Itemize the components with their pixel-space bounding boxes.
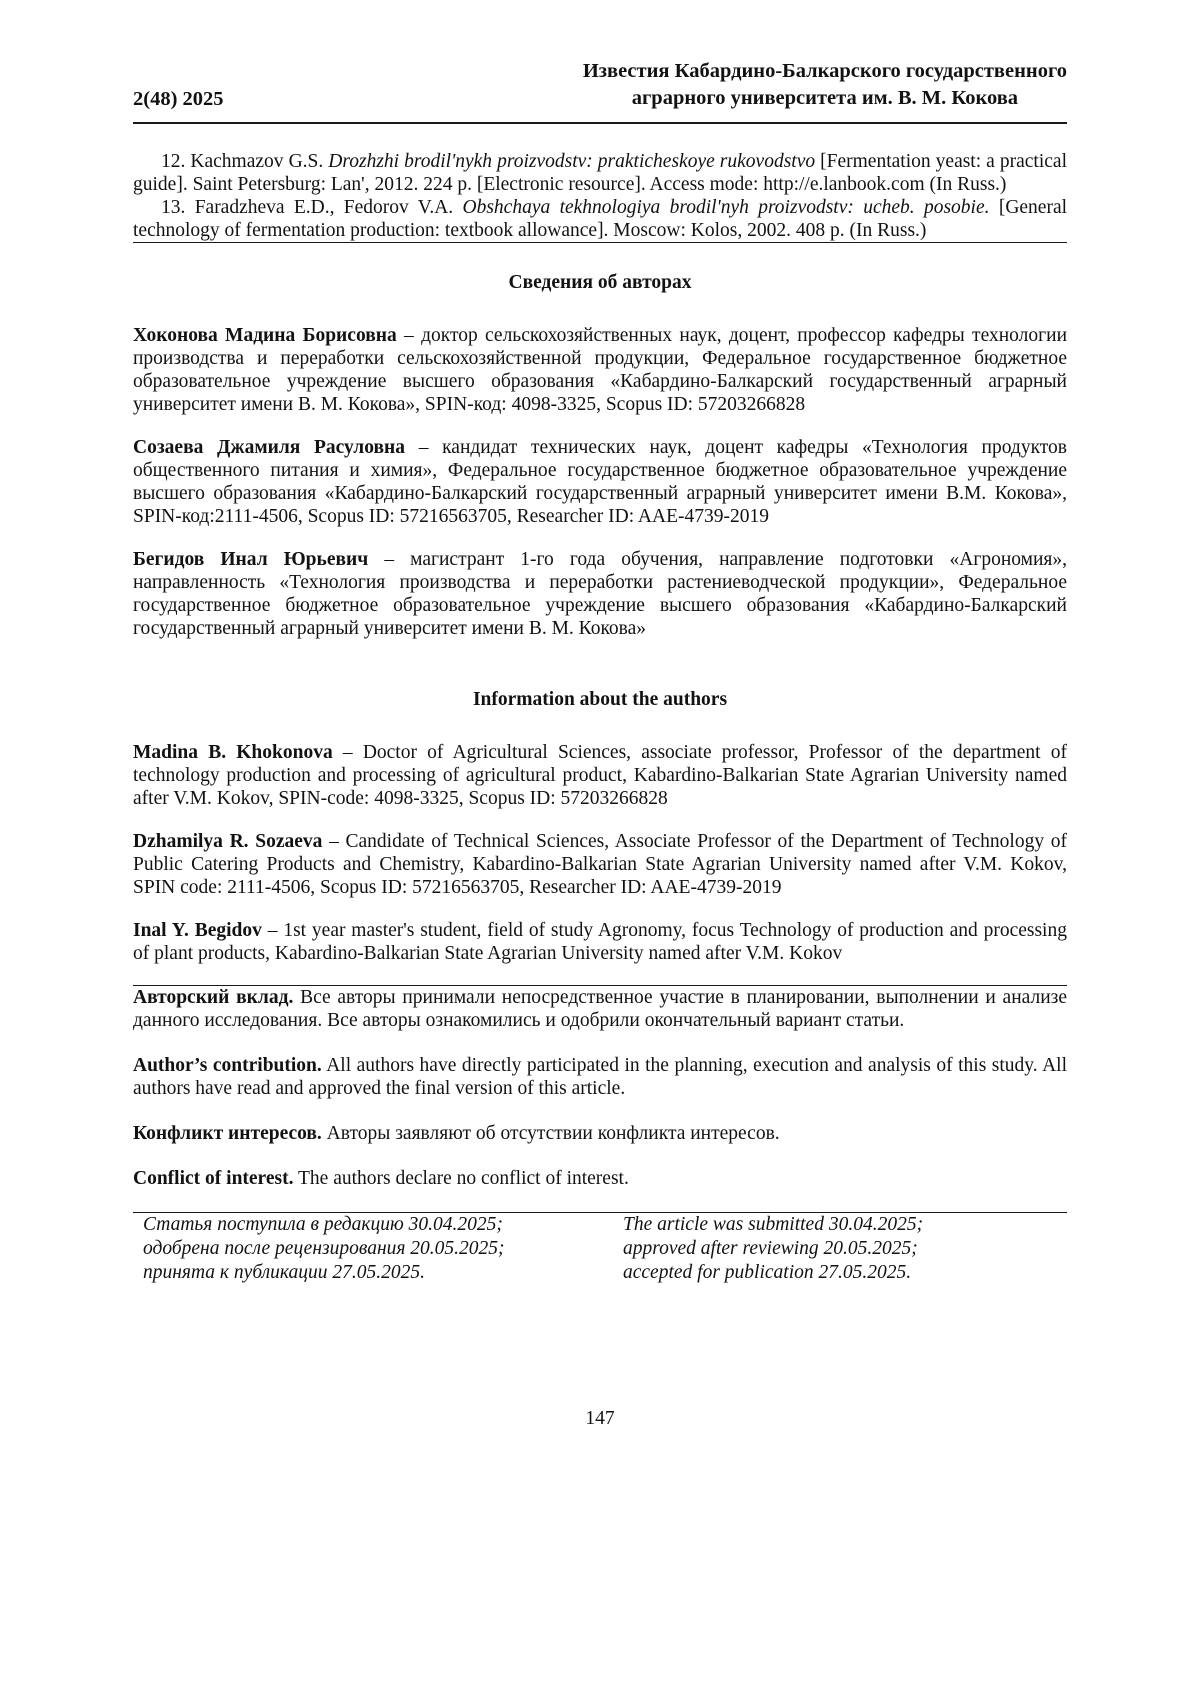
reference-12-tail: [Fermentation yeast: a practical guide]. Saint Petersburg: Lan', 2012. 224 p. [Electronic resource]. Access mode: http://e.lanbook.com (In Russ.) xyxy=(133,151,1067,195)
page-number: 147 xyxy=(585,1408,615,1429)
conflict-of-interest-ru-text: Авторы заявляют об отсутствии конфликта интересов. xyxy=(326,1123,780,1144)
conflict-of-interest-en xyxy=(133,1167,1067,1190)
submission-dates-ru xyxy=(133,1213,623,1285)
conflict-of-interest-ru xyxy=(133,1122,1067,1145)
reference-12-lead: 12. Kachmazov G.S. xyxy=(161,151,324,172)
author-text-en-1: – Doctor of Agricultural Sciences, associate professor, Professor of the department of technology production and processing of agricultural product, Kabardino-Balkarian State Agrarian University named after V.M. Kokov, SPIN-code: 4098-3325, Scopus ID: 57203266828 xyxy=(133,742,1068,809)
author-entry-ru-3 xyxy=(133,548,1067,640)
reference-12-title: Drozhzhi brodil'nykh proizvodstv: prakticheskoye rukovodstvo xyxy=(328,151,816,172)
author-contribution-ru xyxy=(133,986,1067,1032)
author-contribution-ru-text: Все авторы принимали непосредственное участие в планировании, выполнении и анализе данного исследования. Все авторы ознакомились и одобрили окончательный вариант статьи. xyxy=(133,987,1067,1031)
author-name-ru-1: Хоконова Мадина Борисовна xyxy=(133,325,397,346)
authors-ru-heading: Сведения об авторах xyxy=(508,272,692,293)
submission-en-line2: approved after reviewing 20.05.2025; xyxy=(623,1238,918,1259)
issue-number: 2(48) 2025 xyxy=(133,88,224,110)
submission-en-line3: accepted for publication 27.05.2025. xyxy=(623,1262,912,1283)
page-header xyxy=(133,58,1067,124)
reference-13-tail: [General technology of fermentation production: textbook allowance]. Moscow: Kolos, 2002. 408 p. (In Russ.) xyxy=(133,197,1068,241)
journal-title-line2: аграрного университета им. В. М. Кокова xyxy=(631,87,1019,109)
reference-13-title: Obshchaya tekhnologiya brodil'nyh proizvodstv: ucheb. posobie. xyxy=(462,197,990,218)
conflict-of-interest-en-text: The authors declare no conflict of interest. xyxy=(298,1168,629,1189)
author-entry-ru-2 xyxy=(133,436,1067,528)
author-name-ru-2: Созаева Джамиля Расуловна xyxy=(133,437,406,458)
author-entry-en-2 xyxy=(133,830,1067,899)
author-text-ru-3: – магистрант 1-го года обучения, направление подготовки «Агрономия», направленность «Технология производства и переработки растениеводческой продукции», Федеральное государственное бюджетное образовательное учреждение высшего образования «Кабардино-Балкарский государственный аграрный университет имени В. М. Кокова» xyxy=(133,549,1067,639)
references-list xyxy=(133,150,1067,242)
author-contribution-en-text: All authors have directly participated in the planning, execution and analysis of this study. All authors have read and approved the final version of this article. xyxy=(133,1055,1067,1099)
reference-item-13 xyxy=(133,196,1067,242)
author-entry-ru-1 xyxy=(133,324,1067,416)
author-contribution-en xyxy=(133,1054,1067,1100)
conflict-of-interest-ru-label: Конфликт интересов. xyxy=(133,1123,322,1144)
author-contribution-en-label: Author’s contribution. xyxy=(133,1055,322,1076)
author-text-en-3: – 1st year master's student, field of study Agronomy, focus Technology of production and processing of plant products, Kabardino-Balkarian State Agrarian University named after V.M. Kokov xyxy=(133,920,1067,964)
submission-ru-line2: одобрена после рецензирования 20.05.2025; xyxy=(143,1238,505,1259)
journal-title-line1: Известия Кабардино-Балкарского государственного xyxy=(582,60,1067,82)
author-contribution-ru-label: Авторский вклад. xyxy=(133,987,294,1008)
reference-13-lead: 13. Faradzheva E.D., Fedorov V.A. xyxy=(161,197,454,218)
journal-title xyxy=(583,58,1067,112)
reference-item-12 xyxy=(133,150,1067,196)
submission-ru-line1: Статья поступила в редакцию 30.04.2025; xyxy=(143,1214,503,1235)
authors-en-heading: Information about the authors xyxy=(472,689,728,710)
author-name-ru-3: Бегидов Инал Юрьевич xyxy=(133,549,369,570)
section-divider-1 xyxy=(133,242,1067,243)
author-entry-en-1 xyxy=(133,741,1067,810)
author-name-en-2: Dzhamilya R. Sozaeva xyxy=(133,831,323,852)
submission-dates xyxy=(133,1213,1067,1285)
author-text-ru-2: – кандидат технических наук, доцент кафедры «Технология продуктов общественного питания и химия», Федеральное государственное бюджетное образовательное учреждение высшего образования «Кабардино-Балкарский государственный аграрный университет имени В.М. Кокова», SPIN-код:2111-4506, Scopus ID: 57216563705, Researcher ID: AAE-4739-2019 xyxy=(133,437,1068,527)
submission-en-line1: The article was submitted 30.04.2025; xyxy=(623,1214,924,1235)
author-name-en-3: Inal Y. Begidov xyxy=(133,920,262,941)
author-entry-en-3 xyxy=(133,919,1067,965)
conflict-of-interest-en-label: Conflict of interest. xyxy=(133,1168,294,1189)
submission-dates-en xyxy=(623,1213,1067,1285)
submission-ru-line3: принята к публикации 27.05.2025. xyxy=(143,1262,426,1283)
author-name-en-1: Madina B. Khokonova xyxy=(133,742,333,763)
author-text-en-2: – Candidate of Technical Sciences, Associate Professor of the Department of Technology of Public Catering Products and Chemistry, Kabardino-Balkarian State Agrarian University named after V.M. Kokov, SPIN code: 2111-4506, Scopus ID: 57216563705, Researcher ID: AAE-4739-2019 xyxy=(133,831,1067,898)
author-text-ru-1: – доктор сельскохозяйственных наук, доцент, профессор кафедры технологии производства и переработки сельскохозяйственной продукции, Федеральное государственное бюджетное образовательное учреждение высшего образования «Кабардино-Балкарский государственный аграрный университет имени В. М. Кокова», SPIN-код: 4098-3325, Scopus ID: 57203266828 xyxy=(133,325,1068,415)
